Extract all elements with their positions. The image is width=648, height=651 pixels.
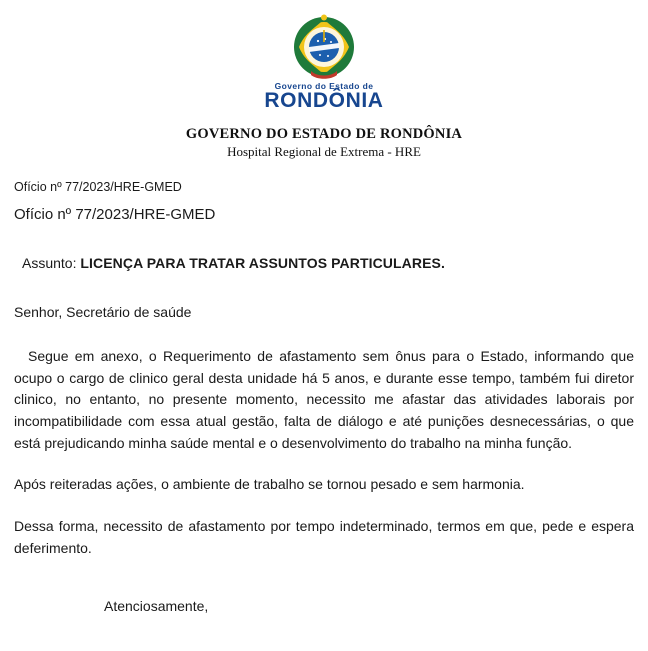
document-header [0, 0, 648, 160]
subject-label: Assunto: [22, 255, 77, 272]
subject-line [14, 255, 634, 271]
organization-name: Hospital Regional de Extrema - HRE [227, 144, 421, 160]
government-title: GOVERNO DO ESTADO DE RONDÔNIA [185, 126, 463, 143]
oficio-reference-large: Ofício nº 77/2023/HRE-GMED [14, 206, 216, 224]
crest-gov-line: Governo do Estado de [274, 81, 374, 91]
brasao-rondonia-crest-icon [287, 14, 361, 80]
body-paragraph: Após reiteradas ações, o ambiente de trabalho se tornou pesado e sem harmonia. [14, 476, 525, 493]
subject-value: LICENÇA PARA TRATAR ASSUNTOS PARTICULARES. [80, 255, 445, 272]
closing-line: Atenciosamente, [104, 597, 209, 614]
body-paragraph: Dessa forma, necessito de afastamento por tempo indeterminado, termos em que, pede e espera deferimento. [14, 518, 634, 556]
crest-state-name: RONDÔNIA [264, 89, 384, 112]
oficio-reference-small: Ofício nº 77/2023/HRE-GMED [14, 180, 182, 195]
document-content [0, 180, 648, 614]
salutation: Senhor, Secretário de saúde [14, 304, 192, 321]
body-paragraph: Segue em anexo, o Requerimento de afastamento sem ônus para o Estado, informando que ocupo o cargo de clinico geral desta unidade há 5 anos, e durante esse tempo, também fui diretor clinico, no entanto, no presente momento, necessito me afastar das atividades laborais por incompatibilidade com essa atual gestão, falta de diálogo e até punições desnecessárias, o que está prejudicando minha saúde mental e o desenvolvimento do trabalho na minha função. [14, 348, 634, 451]
